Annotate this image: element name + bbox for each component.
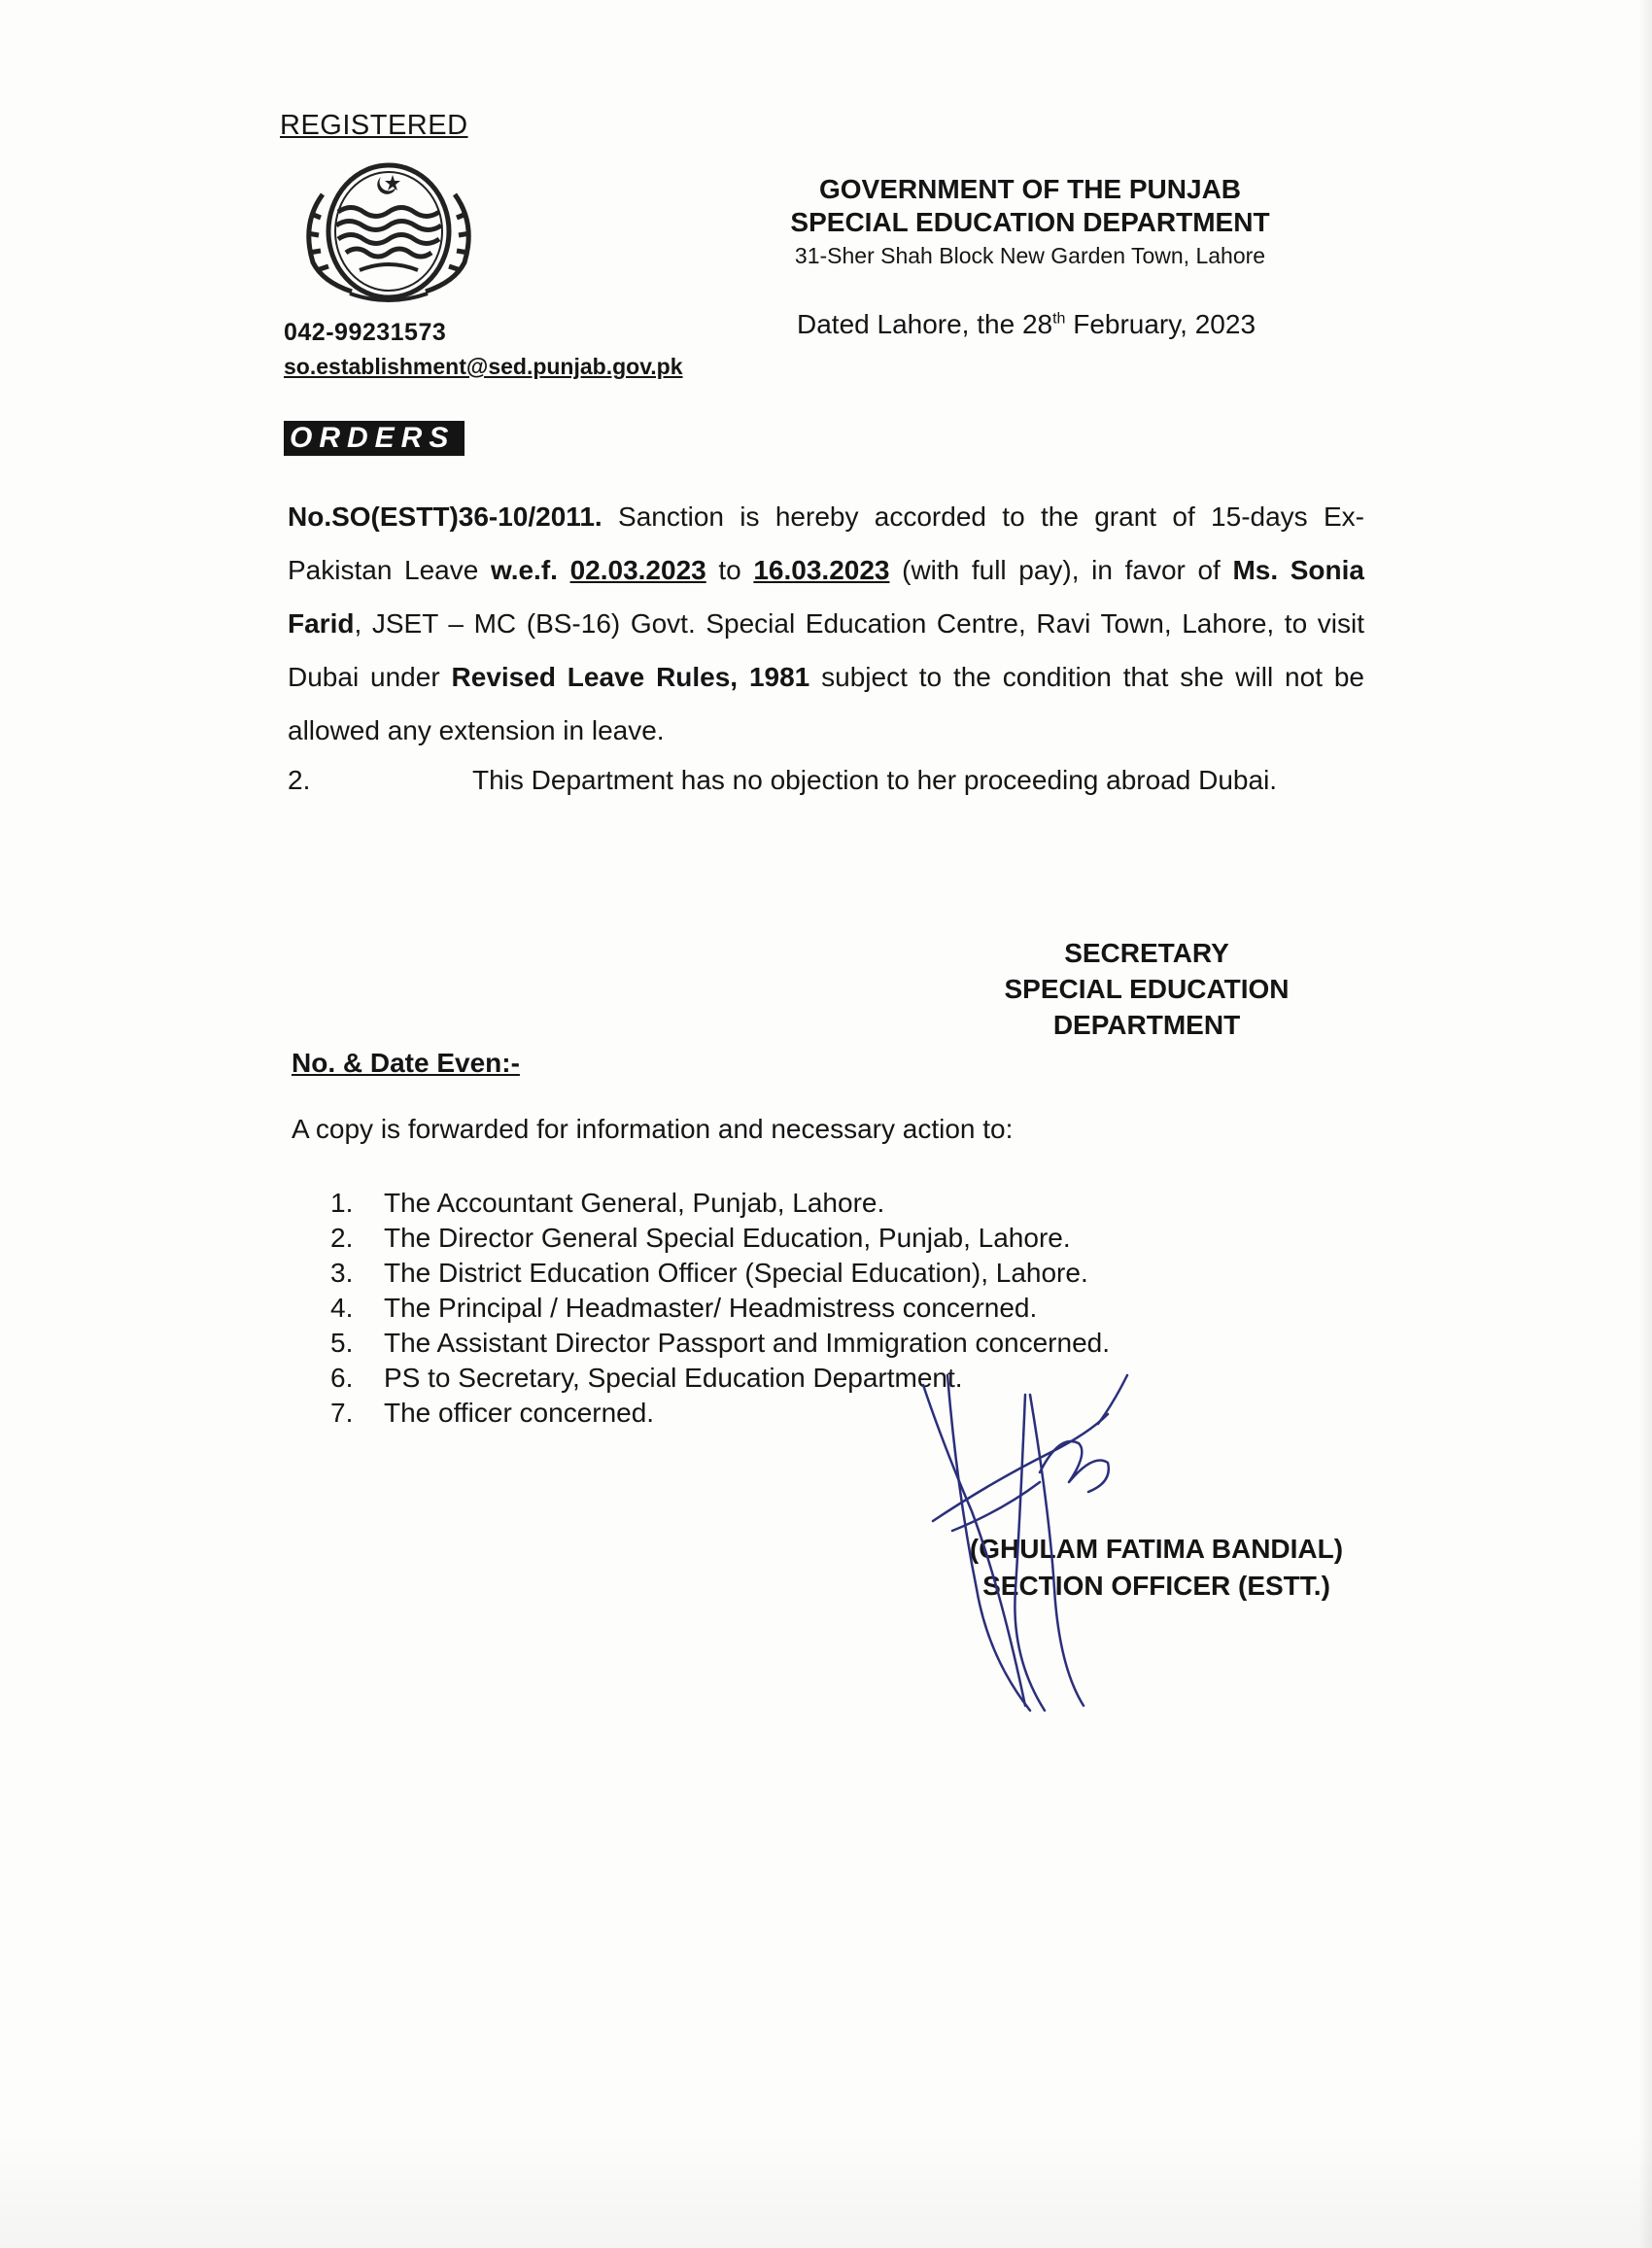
list-item <box>330 1326 1110 1361</box>
list-item-number: 2. <box>330 1223 354 1253</box>
paragraph-number: 2. <box>288 765 311 795</box>
list-item-text: The Principal / Headmaster/ Headmistress concerned. <box>384 1293 1038 1323</box>
leave-start-date: 02.03.2023 <box>569 555 706 585</box>
list-item <box>330 1221 1110 1256</box>
page-edge-shadow <box>1638 0 1652 2248</box>
officer-name: (GHULAM FATIMA BANDIAL) <box>969 1534 1344 1564</box>
list-item-text: The Director General Special Education, Punjab, Lahore. <box>384 1223 1071 1253</box>
secretary-designation <box>952 935 1341 1043</box>
list-item-number: 4. <box>330 1293 354 1323</box>
list-item <box>330 1186 1110 1221</box>
order-reference-number: No.SO(ESTT)36-10/2011. <box>288 501 602 532</box>
list-item <box>330 1256 1110 1291</box>
list-item <box>330 1291 1110 1326</box>
list-item-number: 6. <box>330 1363 354 1393</box>
order-text: Sanction is hereby accorded to the grant of 15-days Ex-Pakistan Leave <box>288 501 1364 585</box>
department-heading <box>739 173 1322 239</box>
order-text: subject to the condition that she will not be allowed any extension in leave. <box>288 662 1364 745</box>
list-item-text: The Assistant Director Passport and Immigration concerned. <box>384 1328 1111 1358</box>
list-item-number: 3. <box>330 1258 354 1288</box>
employee-name: Ms. Sonia Farid <box>288 555 1364 639</box>
paragraph-text: This Department has no objection to her proceeding abroad Dubai. <box>472 765 1278 795</box>
secretary-line-1: SECRETARY <box>1064 938 1229 968</box>
order-paragraph-2 <box>288 753 1364 807</box>
endorsement-intro: A copy is forwarded for information and necessary action to: <box>292 1114 1014 1144</box>
orders-label: ORDERS <box>284 421 465 456</box>
department-address: 31-Sher Shah Block New Garden Town, Lahore <box>794 243 1266 268</box>
wef-label: w.e.f. <box>490 555 558 585</box>
order-text: (with full pay), in favor of <box>889 555 1233 585</box>
punjab-government-emblem-icon <box>292 156 486 311</box>
list-item-number: 5. <box>330 1328 354 1358</box>
list-item-number: 1. <box>330 1188 354 1218</box>
registered-label: REGISTERED <box>280 110 468 141</box>
officer-title: SECTION OFFICER (ESTT.) <box>982 1571 1330 1601</box>
handwritten-signature <box>894 1366 1166 1715</box>
department-name: SPECIAL EDUCATION DEPARTMENT <box>790 207 1270 237</box>
page-bottom-shadow <box>0 2131 1652 2248</box>
email-address: so.establishment@sed.punjab.gov.pk <box>284 354 683 379</box>
list-item-text: The Accountant General, Punjab, Lahore. <box>384 1188 885 1218</box>
list-item-text: The officer concerned. <box>384 1398 655 1428</box>
leave-end-date: 16.03.2023 <box>753 555 890 585</box>
government-name: GOVERNMENT OF THE PUNJAB <box>818 174 1242 204</box>
list-item-text: The District Education Officer (Special Education), Lahore. <box>384 1258 1088 1288</box>
list-item-text: PS to Secretary, Special Education Department. <box>384 1363 963 1393</box>
secretary-line-3: DEPARTMENT <box>1052 1010 1241 1040</box>
order-paragraph-1 <box>288 490 1364 757</box>
phone-number: 042-99231573 <box>284 319 447 346</box>
order-text: to <box>706 555 754 585</box>
date-prefix: Dated Lahore, the 28 <box>797 309 1053 339</box>
list-item-number: 7. <box>330 1398 354 1428</box>
leave-rules-reference: Revised Leave Rules, 1981 <box>451 662 810 692</box>
order-text: , JSET – MC (BS-16) Govt. Special Education Centre, Ravi Town, Lahore, to visit Dubai under <box>288 608 1364 692</box>
date-ordinal-suffix: th <box>1052 310 1066 328</box>
document-date <box>797 309 1256 340</box>
date-suffix: February, 2023 <box>1065 309 1256 339</box>
secretary-line-2: SPECIAL EDUCATION <box>1004 974 1290 1004</box>
endorsement-heading: No. & Date Even:- <box>292 1048 520 1078</box>
